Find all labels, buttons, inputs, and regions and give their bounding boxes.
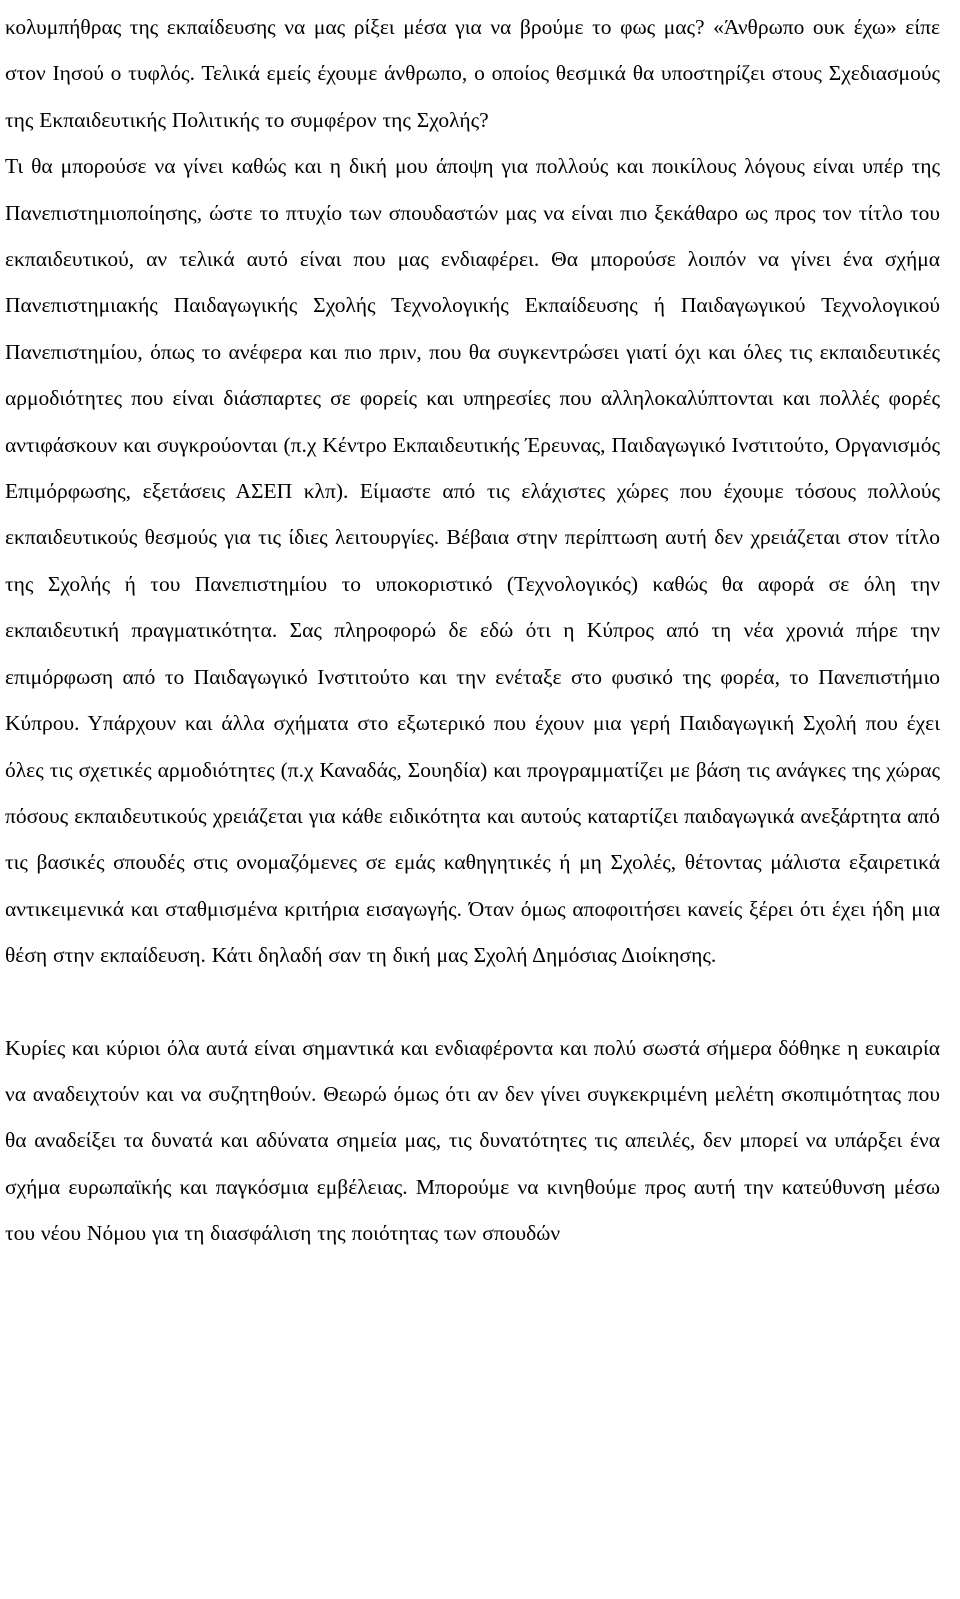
paragraph-proposal: Τι θα μπορούσε να γίνει καθώς και η δική μου άποψη για πολλούς και ποικίλους λόγους είναι υπέρ της Πανεπιστημιοποίησης, ώστε το πτυχίο των σπουδαστών μας να είναι πιο ξεκάθαρο ως προς τον τίτλο του εκπαιδευτικού, αν τελικά αυτό είναι που μας ενδιαφέρει. Θα μπορούσε λοιπόν να γίνει ένα σχήμα Πανεπιστημιακής Παιδαγωγικής Σχολής Τεχνολογικής Εκπαίδευσης ή Παιδαγωγικού Τεχνολογικού Πανεπιστημίου, όπως το ανέφερα και πιο πριν, που θα συγκεντρώσει γιατί όχι και όλες τις εκπαιδευτικές αρμοδιότητες που είναι διάσπαρτες σε φορείς και υπηρεσίες που αλληλοκαλύπτονται και πολλές φορές αντιφάσκουν και συγκρούονται (π.χ Κέντρο Εκπαιδευτικής Έρευνας, Παιδαγωγικό Ινστιτούτο, Οργανισμός Επιμόρφωσης, εξετάσεις ΑΣΕΠ κλπ). Είμαστε από τις ελάχιστες χώρες που έχουμε τόσους πολλούς εκπαιδευτικούς θεσμούς για τις ίδιες λειτουργίες. Βέβαια στην περίπτωση αυτή δεν χρειάζεται στον τίτλο της Σχολής ή του Πανεπιστημίου το υποκοριστικό (Τεχνολογικός) καθώς θα αφορά σε όλη την εκπαιδευτική πραγματικότητα. Σας πληροφορώ δε εδώ ότι η Κύπρος από τη νέα χρονιά πήρε την επιμόρφωση από το Παιδαγωγικό Ινστιτούτο και την ενέταξε στο φυσικό της φορέα, το Πανεπιστήμιο Κύπρου. Υπάρχουν και άλλα σχήματα στο εξωτερικό που έχουν μια γερή Παιδαγωγική Σχολή που έχει όλες τις σχετικές αρμοδιότητες (π.χ Καναδάς, Σουηδία) και προγραμματίζει με βάση τις ανάγκες της χώρας πόσους εκπαιδευτικούς χρειάζεται για κάθε ειδικότητα και αυτούς καταρτίζει παιδαγωγικά ανεξάρτητα από τις βασικές σπουδές στις ονομαζόμενες σε εμάς καθηγητικές ή μη Σχολές, θέτοντας μάλιστα εξαιρετικά αντικειμενικά και σταθμισμένα κριτήρια εισαγωγής. Όταν όμως αποφοιτήσει κανείς ξέρει ότι έχει ήδη μια θέση στην εκπαίδευση. Κάτι δηλαδή σαν τη δική μας Σχολή Δημόσιας Διοίκησης. bbox=[5, 154, 940, 968]
paragraph-conclusion: Κυρίες και κύριοι όλα αυτά είναι σημαντικά και ενδιαφέροντα και πολύ σωστά σήμερα δόθηκε η ευκαιρία να αναδειχτούν και να συζητηθούν. Θεωρώ όμως ότι αν δεν γίνει συγκεκριμένη μελέτη σκοπιμότητας που θα αναδείξει τα δυνατά και αδύνατα σημεία μας, τις δυνατότητες τις απειλές, δεν μπορεί να υπάρξει ένα σχήμα ευρωπαϊκής και παγκόσμια εμβέλειας. Μπορούμε να κινηθούμε προς αυτή την κατεύθυνση μέσω του νέου Νόμου για τη διασφάλιση της ποιότητας των σπουδών bbox=[5, 1035, 940, 1246]
paragraph-continuation: κολυμπήθρας της εκπαίδευσης να μας ρίξει μέσα για να βρούμε το φως μας? «Άνθρωπο ουκ έχω» είπε στον Ιησού ο τυφλός. Τελικά εμείς έχουμε άνθρωπο, ο οποίος θεσμικά θα υποστηρίζει στους Σχεδιασμούς της Εκπαιδευτικής Πολιτικής το συμφέρον της Σχολής? bbox=[5, 15, 940, 132]
